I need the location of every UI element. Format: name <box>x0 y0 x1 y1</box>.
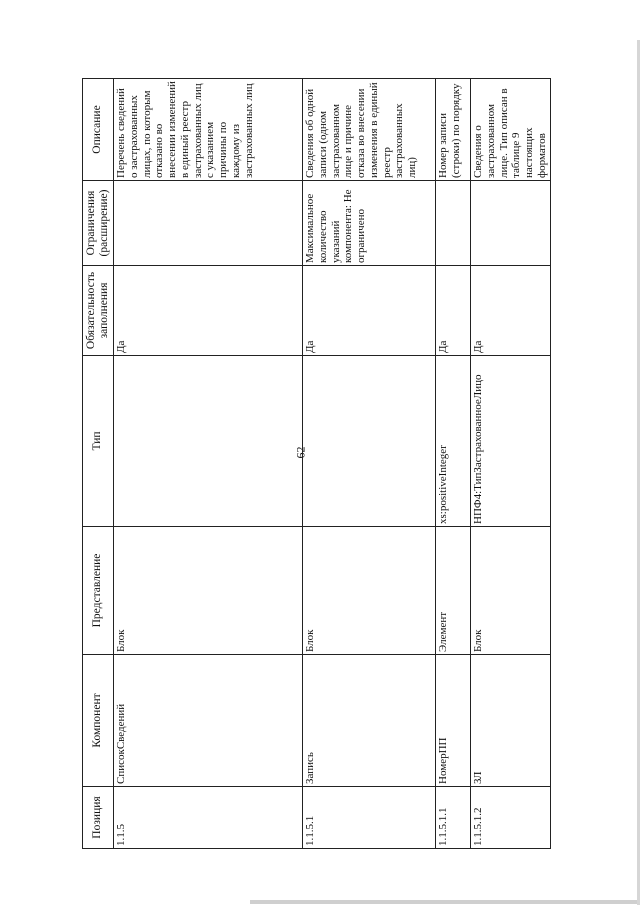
cell-constraints <box>471 181 551 266</box>
cell-mandatory: Да <box>436 266 471 356</box>
cell-constraints: Максимальное количество указаний компонента: Не ограничено <box>303 181 436 266</box>
table-row <box>303 79 436 849</box>
header-position: Позиция <box>83 787 114 849</box>
cell-description: Номер записи (строки) по порядку <box>436 79 471 181</box>
table-row <box>471 79 551 849</box>
cell-type <box>303 356 436 527</box>
cell-constraints <box>114 181 303 266</box>
cell-position: 1.1.5.1.1 <box>436 787 471 849</box>
cell-mandatory: Да <box>303 266 436 356</box>
header-component: Компонент <box>83 655 114 787</box>
cell-description: Сведения о застрахованном лице. Тип описан в таблице 9 настоящих форматов <box>471 79 551 181</box>
cell-component: ЗЛ <box>471 655 551 787</box>
cell-position: 1.1.5 <box>114 787 303 849</box>
cell-position: 1.1.5.1 <box>303 787 436 849</box>
cell-component: СписокСведений <box>114 655 303 787</box>
cell-representation: Блок <box>471 527 551 655</box>
cell-type: xs:positiveInteger <box>436 356 471 527</box>
rotated-table-container <box>82 79 548 849</box>
scan-edge-bottom <box>250 900 640 904</box>
header-mandatory: Обязательность заполнения <box>83 266 114 356</box>
page-number: 62 <box>293 446 308 459</box>
cell-type <box>114 356 303 527</box>
cell-constraints <box>436 181 471 266</box>
header-description: Описание <box>83 79 114 181</box>
cell-component: Запись <box>303 655 436 787</box>
cell-position: 1.1.5.1.2 <box>471 787 551 849</box>
specification-table <box>82 78 551 849</box>
cell-mandatory: Да <box>114 266 303 356</box>
cell-description: Сведения об одной записи (одном застрахованном лице и причине отказа во внесении изменения в единый реестр застрахованных лиц) <box>303 79 436 181</box>
header-constraints: Ограничения (расширение) <box>83 181 114 266</box>
header-representation: Представление <box>83 527 114 655</box>
header-type: Тип <box>83 356 114 527</box>
table-header-row <box>83 79 114 849</box>
cell-representation: Блок <box>303 527 436 655</box>
cell-mandatory: Да <box>471 266 551 356</box>
cell-description: Перечень сведений о застрахованных лицах, по которым отказано во внесении изменений в единый реестр застрахованных лиц с указанием причины по каждому из застрахованных лиц <box>114 79 303 181</box>
table-row <box>436 79 471 849</box>
cell-component: НомерПП <box>436 655 471 787</box>
cell-representation: Блок <box>114 527 303 655</box>
cell-representation: Элемент <box>436 527 471 655</box>
table-row <box>114 79 303 849</box>
cell-type: НПФ4:ТипЗастрахованноеЛицо <box>471 356 551 527</box>
